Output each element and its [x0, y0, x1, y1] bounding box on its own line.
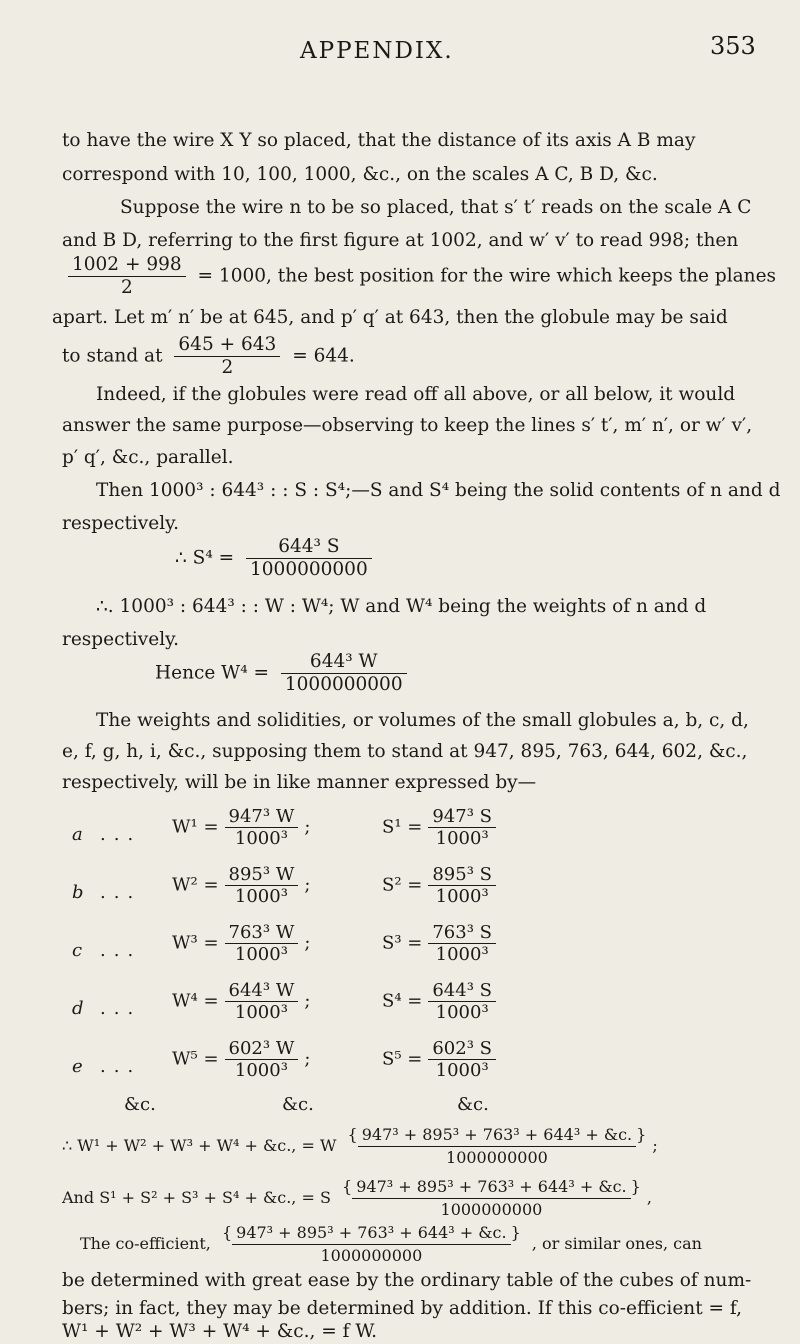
text-line: ∴. 1000³ : 644³ : : W : W⁴; W and W⁴ being the weights of n and d — [96, 596, 707, 617]
fraction-line: to stand at $\frac{645 + 643}{2}$ = 644. — [62, 334, 355, 378]
table-row: a ... W¹ = $\frac{\text{947³ W}}{\text{1000³}}$ ; S¹ = $\frac{\text{947³ S}}{\text{1000³}}$ — [62, 806, 782, 866]
fraction: $\frac{\text{763³ W}}{\text{1000³}}$ — [225, 922, 299, 965]
fraction: $\frac{\text{947³ S}}{\text{1000³}}$ — [428, 806, 496, 849]
equation: ∴ S⁴ = $\frac{\text{644³ S}}{1000000000}$ — [175, 536, 378, 581]
fraction: $\frac{\text{644³ S}}{\text{1000³}}$ — [428, 980, 496, 1023]
fraction: $\frac{\text{947³ W}}{\text{1000³}}$ — [225, 806, 299, 849]
text-line: Then 1000³ : 644³ : : S : S⁴;—S and S⁴ being the solid contents of n and d — [96, 480, 781, 501]
fraction: { 947³ + 895³ + 763³ + 644³ + &c. } 1000000000 — [221, 1223, 521, 1265]
text-line: respectively, will be in like manner expressed by— — [62, 772, 537, 793]
text-line: answer the same purpose—observing to keep the lines s′ t′, m′ n′, or w′ v′, — [62, 415, 753, 436]
fraction: $\frac{\text{644³ W}}{\text{1000³}}$ — [225, 980, 299, 1023]
table-row: b ... W² = $\frac{\text{895³ W}}{\text{1000³}}$ ; S² = $\frac{\text{895³ S}}{\text{1000³}}$ — [62, 864, 782, 924]
fraction: $\frac{645 + 643}{2}$ — [174, 334, 280, 379]
text-line: Indeed, if the globules were read off all above, or all below, it would — [96, 384, 736, 405]
fraction: $\frac{\text{763³ S}}{\text{1000³}}$ — [428, 922, 496, 965]
text-line: respectively. — [62, 629, 179, 650]
fraction: $\frac{\text{895³ W}}{\text{1000³}}$ — [225, 864, 299, 907]
text-line: to have the wire X Y so placed, that the distance of its axis A B may — [62, 130, 696, 151]
equation: Hence W⁴ = $\frac{\text{644³ W}}{1000000000}$ — [155, 651, 413, 696]
text-line: be determined with great ease by the ordinary table of the cubes of num- — [62, 1270, 752, 1291]
text-line: respectively. — [62, 513, 179, 534]
fraction: { 947³ + 895³ + 763³ + 644³ + &c. } 1000000000 — [342, 1177, 641, 1219]
page-number: 353 — [710, 32, 756, 60]
text-line: correspond with 10, 100, 1000, &c., on the scales A C, B D, &c. — [62, 164, 658, 185]
page-header — [0, 32, 800, 78]
fraction: $\frac{1002 + 998}{2}$ — [68, 254, 186, 299]
sum-weights: ∴ W¹ + W² + W³ + W⁴ + &c., = W { 947³ + 895³ + 763³ + 644³ + &c. } 1000000000 ; — [62, 1125, 658, 1167]
text-line: p′ q′, &c., parallel. — [62, 447, 234, 468]
coefficient-line: The co-efficient, { 947³ + 895³ + 763³ + 644³ + &c. } 1000000000 , or similar ones, can — [80, 1223, 702, 1265]
running-title: APPENDIX. — [300, 38, 454, 64]
etc-row: &c. &c. &c. — [124, 1094, 489, 1115]
sum-solids: And S¹ + S² + S³ + S⁴ + &c., = S { 947³ + 895³ + 763³ + 644³ + &c. } 1000000000 , — [62, 1177, 652, 1219]
table-row: c ... W³ = $\frac{\text{763³ W}}{\text{1000³}}$ ; S³ = $\frac{\text{763³ S}}{\text{1000³}}$ — [62, 922, 782, 982]
text-line: The weights and solidities, or volumes of the small globules a, b, c, d, — [96, 710, 749, 731]
table-row: e ... W⁵ = $\frac{\text{602³ W}}{\text{1000³}}$ ; S⁵ = $\frac{\text{602³ S}}{\text{1000³}}$ — [62, 1038, 782, 1098]
fraction: { 947³ + 895³ + 763³ + 644³ + &c. } 1000000000 — [347, 1125, 647, 1167]
fraction: $\frac{\text{644³ W}}{1000000000}$ — [281, 651, 407, 696]
text-line: apart. Let m′ n′ be at 645, and p′ q′ at 643, then the globule may be said — [52, 307, 728, 328]
fraction: $\frac{\text{644³ S}}{1000000000}$ — [246, 536, 372, 581]
text-line: bers; in fact, they may be determined by addition. If this co-efficient = f, — [62, 1298, 742, 1319]
text-line: and B D, referring to the first figure at 1002, and w′ v′ to read 998; then — [62, 230, 739, 251]
fraction: $\frac{\text{602³ S}}{\text{1000³}}$ — [428, 1038, 496, 1081]
text-line: W¹ + W² + W³ + W⁴ + &c., = f W. — [62, 1321, 378, 1342]
text-line: e, f, g, h, i, &c., supposing them to stand at 947, 895, 763, 644, 602, &c., — [62, 741, 748, 762]
text-line: Suppose the wire n to be so placed, that s′ t′ reads on the scale A C — [120, 197, 752, 218]
fraction: $\frac{\text{895³ S}}{\text{1000³}}$ — [428, 864, 496, 907]
fraction: $\frac{\text{602³ W}}{\text{1000³}}$ — [225, 1038, 299, 1081]
fraction-line: $\frac{1002 + 998}{2}$ = 1000, the best position for the wire which keeps the planes — [62, 254, 776, 299]
table-row: d ... W⁴ = $\frac{\text{644³ W}}{\text{1000³}}$ ; S⁴ = $\frac{\text{644³ S}}{\text{1000³}}$ — [62, 980, 782, 1040]
